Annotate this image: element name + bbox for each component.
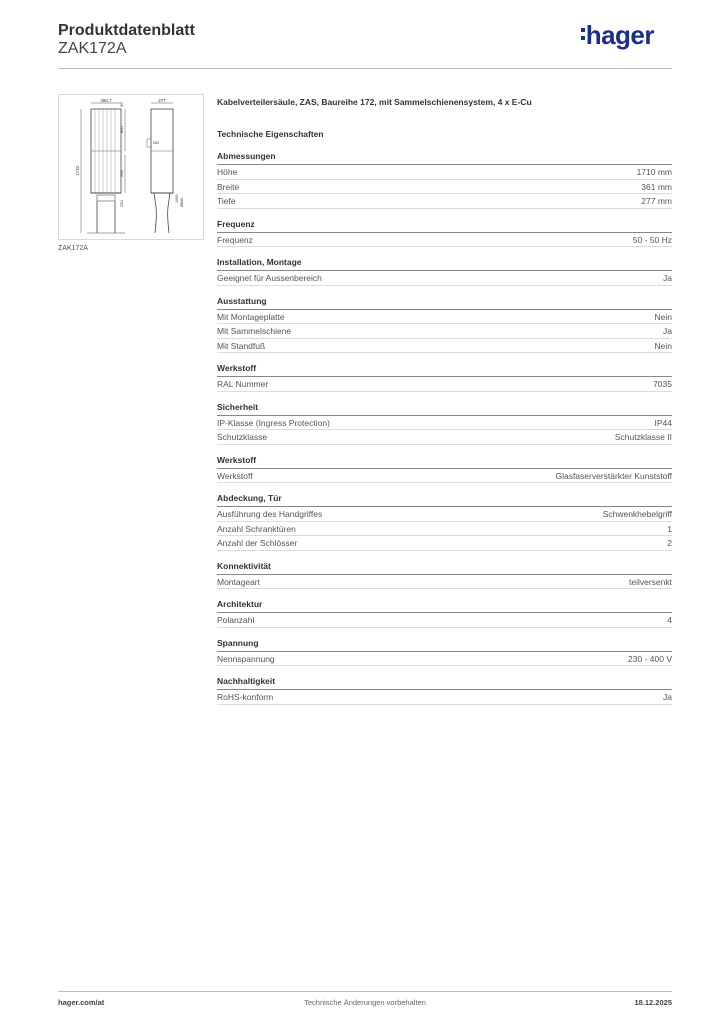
property-label: Höhe xyxy=(217,167,238,177)
header-divider xyxy=(58,68,672,69)
datasheet-content xyxy=(217,97,672,705)
section-heading: Spannung xyxy=(217,638,672,652)
figure-caption: ZAK172A xyxy=(58,245,88,252)
property-label: Breite xyxy=(217,181,240,192)
property-row xyxy=(217,194,672,209)
section-heading: Werkstoff xyxy=(217,363,672,377)
footer-divider xyxy=(58,991,672,992)
property-value: 1710 mm xyxy=(636,167,672,177)
dim-height-label: 1710 xyxy=(75,165,80,177)
dim-width-label: 360,7 xyxy=(100,98,112,103)
property-row xyxy=(217,416,672,431)
property-label: Anzahl der Schlösser xyxy=(217,538,298,548)
property-label: RAL Nummer xyxy=(217,379,269,389)
property-value: Ja xyxy=(663,692,672,702)
property-label: Werkstoff xyxy=(217,470,253,481)
product-description: Kabelverteilersäule, ZAS, Baureihe 172, mit Sammelschienensystem, 4 x E-Cu xyxy=(217,97,532,107)
property-value: Nein xyxy=(654,311,672,322)
logo-dots-icon xyxy=(581,28,585,44)
footer-date: 18.12.2025 xyxy=(634,998,672,1007)
property-value: 7035 xyxy=(653,379,672,389)
property-section xyxy=(217,296,672,354)
property-value: Glasfaserverstärkter Kunststoff xyxy=(555,470,672,481)
property-label: IP-Klasse (Ingress Protection) xyxy=(217,417,330,428)
property-section xyxy=(217,219,672,248)
property-value: Schwenkhebelgriff xyxy=(602,509,672,519)
section-heading: Installation, Montage xyxy=(217,257,672,271)
property-section xyxy=(217,455,672,484)
property-section xyxy=(217,561,672,590)
property-row xyxy=(217,575,672,590)
footer-website-link[interactable]: hager.com/at xyxy=(58,998,105,1007)
property-label: Polanzahl xyxy=(217,615,255,625)
property-row xyxy=(217,430,672,445)
property-row xyxy=(217,377,672,392)
property-label: Mit Montageplatte xyxy=(217,311,285,322)
property-value: teilversenkt xyxy=(629,576,672,587)
dim-d7-label: Ø600 xyxy=(180,197,184,207)
property-row xyxy=(217,690,672,705)
property-value: 230 - 400 V xyxy=(628,653,672,664)
property-row xyxy=(217,180,672,195)
property-row xyxy=(217,165,672,180)
property-label: Ausführung des Handgriffes xyxy=(217,509,323,519)
page-title: Produktdatenblatt xyxy=(58,22,195,39)
product-drawing xyxy=(58,94,204,240)
property-row xyxy=(217,233,672,248)
property-label: Nennspannung xyxy=(217,653,275,664)
property-label: Mit Sammelschiene xyxy=(217,326,292,336)
section-heading: Abdeckung, Tür xyxy=(217,493,672,507)
property-row xyxy=(217,613,672,628)
property-value: Ja xyxy=(663,273,672,283)
dim-d3-label: 200 xyxy=(119,170,124,177)
property-label: Anzahl Schranktüren xyxy=(217,523,296,534)
property-label: Geeignet für Aussenbereich xyxy=(217,273,322,283)
property-value: 50 - 50 Hz xyxy=(632,234,672,245)
property-row xyxy=(217,507,672,522)
property-row xyxy=(217,271,672,286)
property-value: Nein xyxy=(654,340,672,351)
section-heading: Nachhaltigkeit xyxy=(217,676,672,690)
property-row xyxy=(217,324,672,339)
property-label: Frequenz xyxy=(217,234,253,245)
property-section xyxy=(217,599,672,628)
property-label: Schutzklasse xyxy=(217,432,268,442)
property-section xyxy=(217,402,672,445)
property-row xyxy=(217,339,672,354)
page-header xyxy=(58,20,672,68)
property-value: Schutzklasse II xyxy=(614,432,672,442)
property-section xyxy=(217,493,672,551)
dim-d5-label: 200 xyxy=(152,141,160,145)
property-row xyxy=(217,522,672,537)
dim-depth-label: 277 xyxy=(158,98,166,103)
property-value: Ja xyxy=(663,326,672,336)
properties-title: Technische Eigenschaften xyxy=(217,129,324,139)
property-row xyxy=(217,652,672,667)
property-label: Tiefe xyxy=(217,196,236,206)
technical-drawing-svg xyxy=(59,95,203,239)
property-value: 4 xyxy=(667,615,672,625)
dim-d4-label: 250 xyxy=(119,200,124,207)
section-heading: Werkstoff xyxy=(217,455,672,469)
property-label: RoHS-konform xyxy=(217,692,274,702)
property-section xyxy=(217,676,672,705)
property-value: 277 mm xyxy=(641,196,672,206)
footer-disclaimer: Technische Änderungen vorbehalten xyxy=(304,998,426,1007)
property-value: 1 xyxy=(667,523,672,534)
section-heading: Abmessungen xyxy=(217,151,672,165)
property-section xyxy=(217,257,672,286)
dim-d2-label: 800 xyxy=(119,126,124,133)
property-sections xyxy=(217,151,672,705)
property-row xyxy=(217,310,672,325)
property-row xyxy=(217,469,672,484)
property-value: 361 mm xyxy=(641,181,672,192)
logo-text: hager xyxy=(585,20,654,50)
dim-d6-label: 1000 xyxy=(175,194,179,203)
section-heading: Ausstattung xyxy=(217,296,672,310)
dim-d1-label: 50 xyxy=(119,102,124,107)
section-heading: Architektur xyxy=(217,599,672,613)
property-section xyxy=(217,363,672,392)
section-heading: Frequenz xyxy=(217,219,672,233)
property-value: 2 xyxy=(667,538,672,548)
property-section xyxy=(217,638,672,667)
property-label: Montageart xyxy=(217,576,260,587)
property-section xyxy=(217,151,672,209)
section-heading: Sicherheit xyxy=(217,402,672,416)
product-code: ZAK172A xyxy=(58,40,127,57)
property-label: Mit Standfuß xyxy=(217,340,266,351)
property-row xyxy=(217,536,672,551)
section-heading: Konnektivität xyxy=(217,561,672,575)
property-value: IP44 xyxy=(654,417,672,428)
hager-logo xyxy=(581,20,654,51)
